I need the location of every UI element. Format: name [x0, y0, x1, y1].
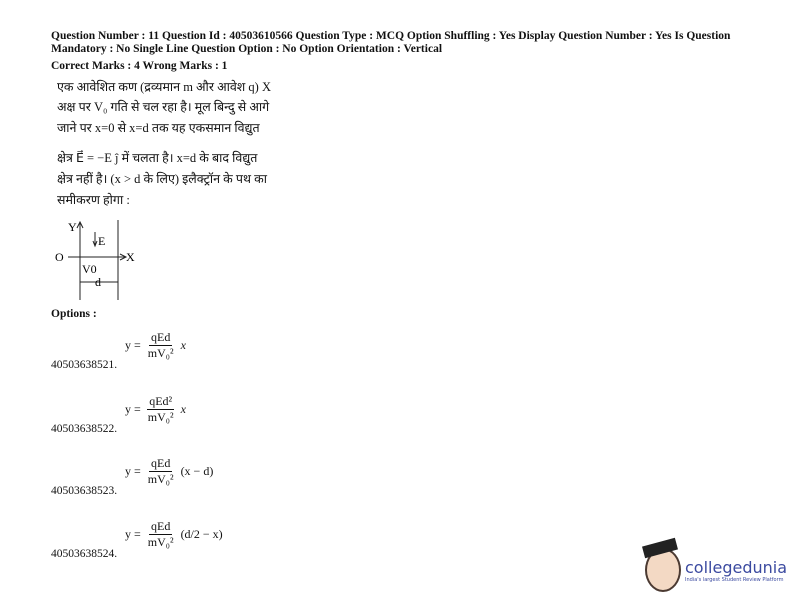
- logo-name: collegedunia: [685, 557, 788, 577]
- x-axis-label: X: [126, 250, 135, 264]
- marks-info: Correct Marks : 4 Wrong Marks : 1: [51, 60, 228, 72]
- denominator: mV₀²: [147, 535, 174, 549]
- option-4-formula[interactable]: [125, 519, 223, 550]
- formula-lhs: y =: [125, 402, 141, 416]
- velocity-label: V0: [82, 262, 97, 276]
- mascot-icon: [645, 548, 681, 592]
- formula-tail: (x − d): [180, 464, 214, 478]
- option-3-id: 40503638523.: [51, 485, 118, 497]
- question-line: क्षेत्र E⃗ = −E ĵ में चलता है। x=d के बाद विद्युत: [57, 151, 258, 165]
- collegedunia-logo: [645, 548, 787, 592]
- y-axis-label: Y: [68, 220, 77, 234]
- formula-tail: (d/2 − x): [180, 527, 223, 541]
- question-line: क्षेत्र नहीं है। (x > d के लिए) इलैक्ट्रॉन के पथ का: [57, 172, 267, 186]
- option-1-id: 40503638521.: [51, 359, 118, 371]
- denominator: mV₀²: [147, 410, 174, 424]
- question-line: जाने पर x=0 से x=d तक यह एकसमान विद्युत: [57, 121, 260, 135]
- question-line: अक्ष पर V₀ गति से चल रहा है। मूल बिन्दु से आगे: [57, 100, 270, 114]
- field-label: E: [98, 234, 106, 248]
- formula-tail: x: [180, 402, 186, 416]
- numerator: qEd: [151, 330, 171, 344]
- options-label: Options :: [51, 308, 97, 320]
- numerator: qEd: [151, 519, 171, 533]
- denominator: mV₀²: [147, 346, 174, 360]
- formula-tail: x: [180, 338, 186, 352]
- option-2-id: 40503638522.: [51, 423, 118, 435]
- option-1-formula[interactable]: [125, 330, 186, 361]
- numerator: qEd²: [149, 394, 173, 408]
- formula-lhs: y =: [125, 464, 141, 478]
- question-line: एक आवेशित कण (द्रव्यमान m और आवेश q) X: [57, 80, 272, 94]
- denominator: mV₀²: [147, 472, 174, 486]
- origin-label: O: [55, 250, 64, 264]
- option-3-formula[interactable]: [125, 456, 213, 487]
- option-2-formula[interactable]: [125, 394, 186, 425]
- numerator: qEd: [151, 456, 171, 470]
- formula-lhs: y =: [125, 527, 141, 541]
- distance-label: d: [95, 275, 101, 289]
- question-metadata: Question Number : 11 Question Id : 40503610566 Question Type : MCQ Option Shuffling : Yes Display Question Number : Yes Is Question Mandatory : No Single Line Question Option : No Option Orientation : Vertical: [51, 30, 731, 55]
- question-line: समीकरण होगा :: [57, 193, 130, 207]
- formula-lhs: y =: [125, 338, 141, 352]
- option-4-id: 40503638524.: [51, 548, 118, 560]
- field-diagram: [50, 215, 150, 300]
- logo-tagline: India's largest Student Review Platform: [685, 576, 784, 583]
